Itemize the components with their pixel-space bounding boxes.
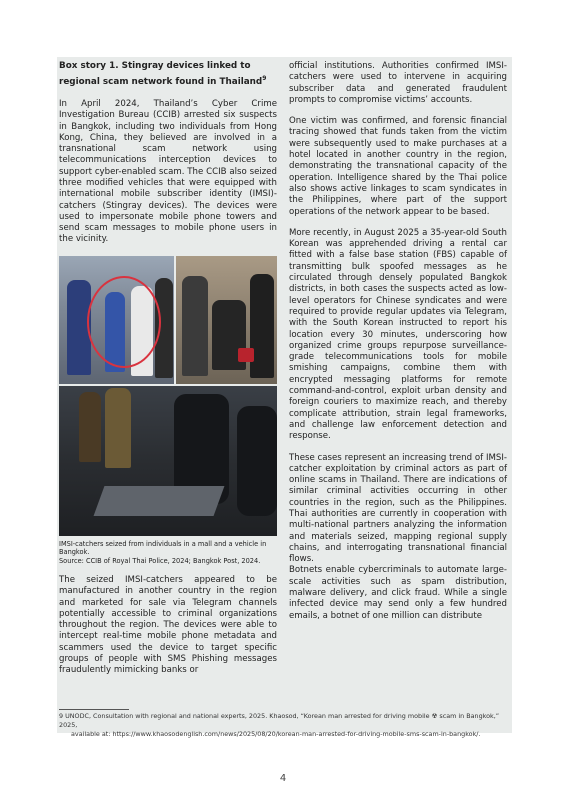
footnote — [59, 712, 509, 738]
figure-source: Source: CCIB of Royal Thai Police, 2024; Bangkok Post, 2024. — [59, 556, 261, 565]
vehicle-imsi-catcher-photo — [59, 386, 277, 536]
mall-arrest-photo — [59, 256, 174, 384]
box-story-paragraph: official institutions. Authorities confirmed IMSI-catchers were used to intervene in acquiring subscriber data and generated fraudulent prompts to compromise victims’ accounts. — [289, 61, 507, 105]
box-story-paragraph: The seized IMSI-catchers appeared to be manufactured in another country in the region and marketed for sale via Telegram channels potentially accessible to criminal organizations throughout the region. The devices were able to intercept real-time mobile phone metadata and scammers used the device to target specific groups of people with SMS Phishing messages fraudulently mimicking banks or — [59, 575, 277, 676]
right-column — [289, 61, 507, 632]
box-story-paragraph: In April 2024, Thailand’s Cyber Crime Investigation Bureau (CCIB) arrested six suspects in Bangkok, including two individuals from Hong Kong, China, they believed are involved in a transnational scam network using telecommunications interception devices to support cyber-enabled scam. The CCIB also seized three modified vehicles that were equipped with international mobile subscriber identity (IMSI)-catchers (Stingray devices). The devices were used to impersonate mobile phone towers and send scam messages to mobile phone users in the vicinity. — [59, 98, 277, 245]
footnote-line: 9 UNODC, Consultation with regional and national experts, 2025. Khaosod, “Korean man arrested for driving mobile ☢ scam in Bangkok,” 2025, — [59, 712, 500, 729]
figure-caption — [59, 540, 277, 565]
box-story-paragraph: One victim was confirmed, and forensic financial tracing showed that funds taken from the victim were subsequently used to make purchases at a hotel located in another country in the region, demonstrating the transnational capacity of the operation. Intelligence shared by the Thai police also shows active linkages to scam syndicates in the Philippines, where part of the support operations of the network appear to be based. — [289, 116, 507, 217]
box-story-title — [59, 61, 277, 88]
footnote-divider — [59, 709, 129, 710]
footnote-ref[interactable]: 9 — [262, 74, 267, 82]
body-paragraph: Botnets enable cybercriminals to automate large-scale activities such as spam distribution, malware delivery, and click fraud. While a single infected device may send only a few hundred emails, a botnet of one million can distribute — [289, 565, 507, 621]
suspect-arrest-photo — [176, 256, 277, 384]
page-number: 4 — [279, 773, 287, 784]
box-story-figure — [59, 256, 277, 536]
body-paragraph: These cases represent an increasing trend of IMSI-catcher exploitation by criminal actors as part of online scams in Thailand. There are indications of similar criminal activities occurring in other countries in the region, such as the Philippines. Thai authorities are currently in cooperation with multi-national partners analyzing the information and materials seized, mapping regional supply chains, and interrogating transnational financial flows. — [289, 452, 507, 565]
footnote-url[interactable]: available at: https://www.khaosodenglish.com/news/2025/08/20/korean-man-arrested-for-driving-mobile-sms-scam-in-bangkok/. — [71, 729, 481, 738]
box-story-left-column — [59, 61, 277, 687]
figure-caption-text: IMSI-catchers seized from individuals in a mall and a vehicle in Bangkok. — [59, 539, 267, 557]
imsi-catcher-device — [94, 486, 225, 516]
box-story-title-text: Box story 1. Stingray devices linked to regional scam network found in Thailand — [59, 61, 263, 87]
box-story-paragraph: More recently, in August 2025 a 35-year-old South Korean was apprehended driving a rental car fitted with a false base station (FBS) capable of transmitting bulk spoofed messages as he circulated through densely populated Bangkok districts, in both cases the suspects acted as low-level operators for Chinese syndicates and were required to provide regular updates via Telegram, with the South Korean instructed to report his location every 30 minutes, underscoring how organized crime groups repurpose surveillance-grade telecommunications tools for mobile smishing campaigns, combine them with encrypted messaging platforms for remote command-and-control, exploit urban density and foreign couriers to maximize reach, and thereby complicate attribution, strain legal frameworks, and challenge law enforcement detection and response. — [289, 227, 507, 442]
highlight-circle — [87, 276, 161, 368]
